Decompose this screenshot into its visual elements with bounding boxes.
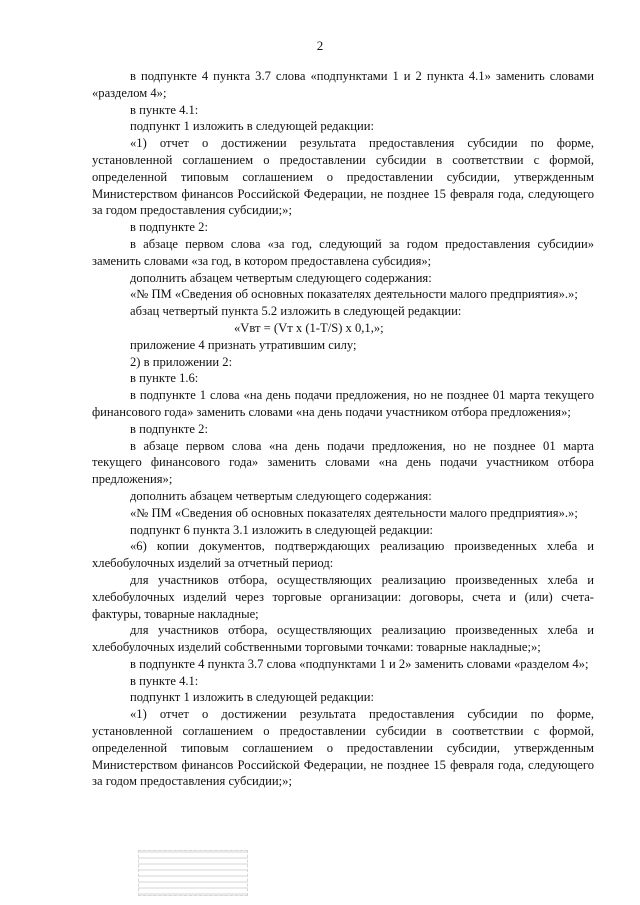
document-body xyxy=(92,68,594,790)
paragraph: для участников отбора, осуществляющих реализацию произведенных хлеба и хлебобулочных изделий собственными торговыми точками: товарные накладные;»; xyxy=(92,623,594,655)
paragraph: в подпункте 4 пункта 3.7 слова «подпунктами 1 и 2» заменить словами «разделом 4»; xyxy=(130,656,589,671)
paragraph: «1) отчет о достижении результата предоставления субсидии по форме, установленной соглашением о предоставлении субсидии в соответствии с формой, определенной типовым соглашением о предоставлении субсидии, утвержденным Министерством финансов Российской Федерации, не позднее 15 февраля года, следующего за годом предоставления субсидии;»; xyxy=(92,707,594,789)
paragraph: для участников отбора, осуществляющих реализацию произведенных хлеба и хлебобулочных изделий через торговые организации: договоры, счета и (или) счета-фактуры, товарные накладные; xyxy=(92,572,594,621)
paragraph: «№ ПМ «Сведения об основных показателях деятельности малого предприятия».»; xyxy=(130,287,578,302)
paragraph: в подпункте 2: xyxy=(130,421,208,436)
paragraph: абзац четвертый пункта 5.2 изложить в следующей редакции: xyxy=(130,304,462,319)
paragraph: в пункте 4.1: xyxy=(130,102,199,117)
paragraph: подпункт 1 изложить в следующей редакции: xyxy=(130,690,374,705)
paragraph: дополнить абзацем четвертым следующего содержания: xyxy=(130,270,432,285)
paragraph: в подпункте 2: xyxy=(130,220,208,235)
paragraph: подпункт 1 изложить в следующей редакции: xyxy=(130,119,374,134)
paragraph: в абзаце первом слова «за год, следующий за годом предоставления субсидии» заменить словами «за год, в котором предоставлена субсидия»; xyxy=(92,236,594,268)
paragraph: «6) копии документов, подтверждающих реализацию произведенных хлеба и хлебобулочных изделий за отчетный период: xyxy=(92,539,594,571)
page-number: 2 xyxy=(316,38,324,53)
paragraph: дополнить абзацем четвертым следующего содержания: xyxy=(130,488,432,503)
paragraph: 2) в приложении 2: xyxy=(130,354,233,369)
paragraph: приложение 4 признать утратившим силу; xyxy=(130,337,357,352)
paragraph: в подпункте 1 слова «на день подачи предложения, но не позднее 01 марта текущего финансового года» заменить словами «на день подачи участником отбора предложения»; xyxy=(92,388,594,419)
approval-stamp xyxy=(138,850,248,896)
paragraph: подпункт 6 пункта 3.1 изложить в следующей редакции: xyxy=(130,522,433,537)
formula: «Vвт = (Vт х (1-T/S) х 0,1,»; xyxy=(234,320,384,335)
paragraph: в абзаце первом слова «на день подачи предложения, но не позднее 01 марта текущего финансового года» заменить словами «на день подачи участником отбора предложения»; xyxy=(92,438,594,487)
paragraph: в пункте 1.6: xyxy=(130,371,199,386)
paragraph: в подпункте 4 пункта 3.7 слова «подпунктами 1 и 2 пункта 4.1» заменить словами «разделом 4»; xyxy=(92,69,594,100)
paragraph: «1) отчет о достижении результата предоставления субсидии по форме, установленной соглашением о предоставлении субсидии в соответствии с формой, определенной типовым соглашением о предоставлении субсидии, утвержденным Министерством финансов Российской Федерации, не позднее 15 февраля года, следующего за годом предоставления субсидии;»; xyxy=(92,136,594,218)
paragraph: «№ ПМ «Сведения об основных показателях деятельности малого предприятия».»; xyxy=(130,505,578,520)
paragraph: в пункте 4.1: xyxy=(130,673,199,688)
